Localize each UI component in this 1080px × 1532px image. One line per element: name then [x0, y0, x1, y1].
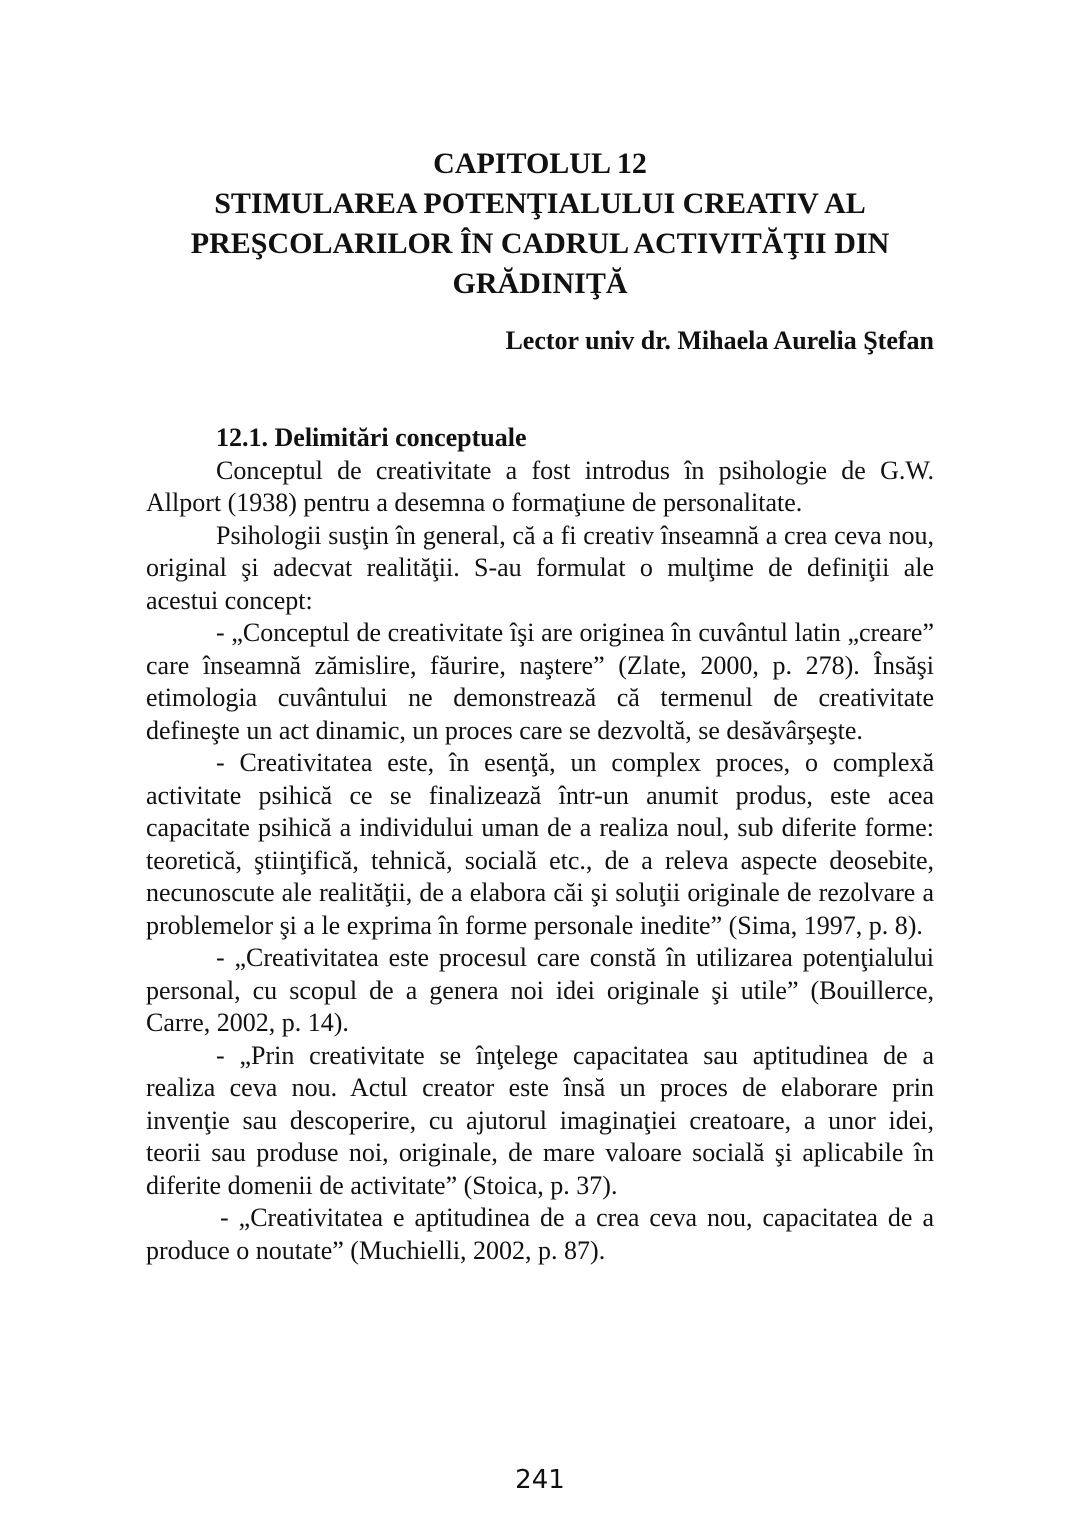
- chapter-label: CAPITOLUL 12: [433, 147, 647, 180]
- chapter-title-line-3: GRĂDINIŢĂ: [452, 267, 628, 300]
- chapter-heading: [140, 144, 940, 304]
- author-name: Lector univ dr. Mihaela Aurelia Ştefan: [505, 326, 934, 355]
- page-number: 241: [515, 1465, 565, 1495]
- definition-item: - Creativitatea este, în esenţă, un complex proces, o complexă activitate psihică ce se finalizează într-un anumit produs, este acea capacitate psihică a individului uman de a realiza noul, sub diferite forme: teoretică, ştiinţifică, tehnică, socială etc., de a releva aspecte deosebite, necunoscute ale realităţii, de a elabora căi şi soluţii originale de rezolvare a problemelor şi a le exprima în forme personale inedite” (Sima, 1997, p. 8).: [146, 748, 934, 940]
- chapter-title-line-1: STIMULAREA POTENŢIALULUI CREATIV AL: [214, 187, 866, 220]
- paragraph: Psihologii susţin în general, că a fi creativ înseamnă a crea ceva nou, original şi adecvat realităţii. S-au formulat o mulţime de definiţii ale acestui concept:: [146, 520, 934, 615]
- definition-item: - „Creativitatea este procesul care constă în utilizarea potenţialului personal, cu scopul de a genera noi idei originale şi utile” (Bouillerce, Carre, 2002, p. 14).: [146, 943, 934, 1037]
- paragraph: Conceptul de creativitate a fost introdus în psihologie de G.W. Allport (1938) pentru a desemna o formaţiune de personalitate.: [146, 455, 934, 517]
- definition-item: - „Creativitatea e aptitudinea de a crea ceva nou, capacitatea de a produce o noutate” (Muchielli, 2002, p. 87).: [146, 1203, 934, 1265]
- chapter-title-line-2: PREŞCOLARILOR ÎN CADRUL ACTIVITĂŢII DIN: [190, 227, 890, 260]
- section-heading: 12.1. Delimitări conceptuale: [216, 423, 527, 452]
- definition-item: - „Conceptul de creativitate îşi are originea în cuvântul latin „creare” care înseamnă zămislire, făurire, naştere” (Zlate, 2000, p. 278). Însăşi etimologia cuvântului ne demonstrează că termenul de creativitate defineşte un act dinamic, un proces care se dezvoltă, se desăvârşeşte.: [146, 618, 934, 745]
- section-body: [146, 422, 934, 1267]
- definition-item: - „Prin creativitate se înţelege capacitatea sau aptitudinea de a realiza ceva nou. Actul creator este însă un proces de elaborare prin invenţie sau descoperire, cu ajutorul imaginaţiei creatoare, a unor idei, teorii sau produse noi, originale, de mare valoare socială şi aplicabile în diferite domenii de activitate” (Stoica, p. 37).: [146, 1040, 934, 1200]
